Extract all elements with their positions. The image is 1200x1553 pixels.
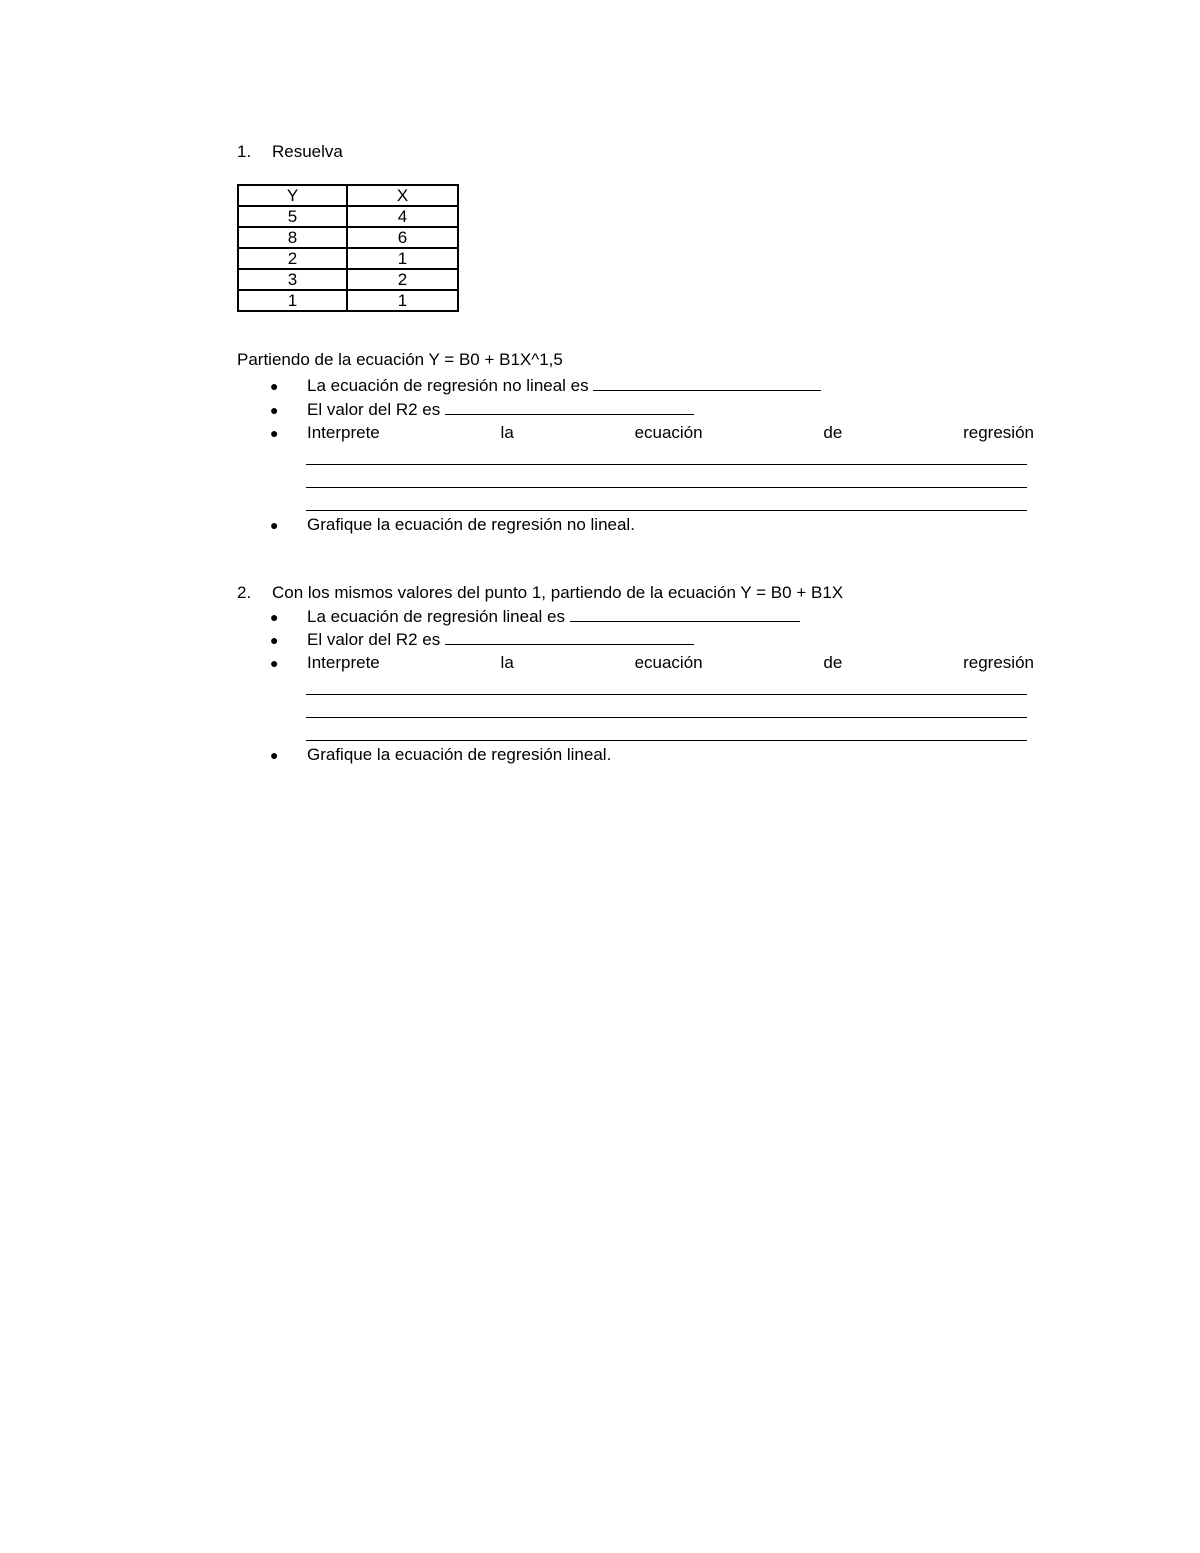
table-cell: 8 (238, 227, 347, 248)
bullet-text: Grafique la ecuación de regresión no lineal. (307, 515, 635, 534)
q1-bullet-nonlinear-equation (270, 375, 821, 396)
q2-bullet-r2 (270, 629, 694, 650)
answer-line[interactable] (306, 717, 1027, 718)
table-row (238, 227, 458, 248)
interpret-word: Interprete (307, 653, 380, 672)
table-cell: 2 (347, 269, 458, 290)
table-cell: 2 (238, 248, 347, 269)
table-cell: 6 (347, 227, 458, 248)
bullet-text: El valor del R2 es (307, 400, 441, 419)
question-2-heading (237, 583, 843, 603)
question-1-heading (237, 142, 343, 162)
answer-line[interactable] (306, 464, 1027, 465)
interpret-word: de (823, 653, 843, 672)
table-header-x: X (347, 185, 458, 206)
answer-blank[interactable] (445, 629, 694, 645)
bullet-icon: ● (270, 425, 279, 441)
q2-bullet-linear-equation (270, 606, 800, 627)
table-header-row (238, 185, 458, 206)
interpret-word: regresión (963, 653, 1034, 672)
answer-line[interactable] (306, 487, 1027, 488)
question-2-number: 2. (237, 583, 252, 602)
bullet-icon: ● (270, 632, 279, 648)
q1-bullet-graph (270, 515, 635, 535)
answer-blank[interactable] (570, 606, 800, 622)
interpret-word: la (500, 653, 514, 672)
bullet-icon: ● (270, 402, 279, 418)
q2-bullet-interpret-marker (270, 653, 307, 673)
table-cell: 4 (347, 206, 458, 227)
bullet-icon: ● (270, 517, 279, 533)
question-1-title: Resuelva (272, 142, 343, 161)
bullet-icon: ● (270, 609, 279, 625)
table-row (238, 269, 458, 290)
bullet-text: La ecuación de regresión lineal es (307, 607, 566, 626)
table-header-y: Y (238, 185, 347, 206)
table-cell: 1 (238, 290, 347, 311)
answer-line[interactable] (306, 694, 1027, 695)
interpret-word: ecuación (634, 653, 703, 672)
table-cell: 5 (238, 206, 347, 227)
interpret-word: la (500, 423, 514, 442)
bullet-icon: ● (270, 747, 279, 763)
answer-line[interactable] (306, 740, 1027, 741)
bullet-text: El valor del R2 es (307, 630, 441, 649)
interpret-word: regresión (963, 423, 1034, 442)
table-row (238, 248, 458, 269)
answer-blank[interactable] (445, 399, 694, 415)
answer-line[interactable] (306, 510, 1027, 511)
q2-bullet-graph (270, 745, 611, 765)
answer-blank[interactable] (593, 375, 821, 391)
table-row (238, 206, 458, 227)
question-2-title: Con los mismos valores del punto 1, partiendo de la ecuación Y = B0 + B1X (272, 583, 844, 602)
q1-bullet-r2 (270, 399, 694, 420)
interpret-word: de (823, 423, 843, 442)
bullet-text: Grafique la ecuación de regresión lineal. (307, 745, 612, 764)
interpret-word: Interprete (307, 423, 380, 442)
interpret-word: ecuación (634, 423, 703, 442)
question-1-number: 1. (237, 142, 252, 161)
bullet-icon: ● (270, 655, 279, 671)
table-cell: 3 (238, 269, 347, 290)
table-row (238, 290, 458, 311)
q2-bullet-interpret (307, 653, 1034, 673)
data-table (237, 184, 459, 312)
bullet-text: La ecuación de regresión no lineal es (307, 376, 589, 395)
table-cell: 1 (347, 290, 458, 311)
q1-bullet-interpret-marker (270, 423, 307, 443)
q1-bullet-interpret (307, 423, 1034, 443)
bullet-icon: ● (270, 378, 279, 394)
question-1-intro: Partiendo de la ecuación Y = B0 + B1X^1,5 (237, 350, 563, 369)
table-cell: 1 (347, 248, 458, 269)
